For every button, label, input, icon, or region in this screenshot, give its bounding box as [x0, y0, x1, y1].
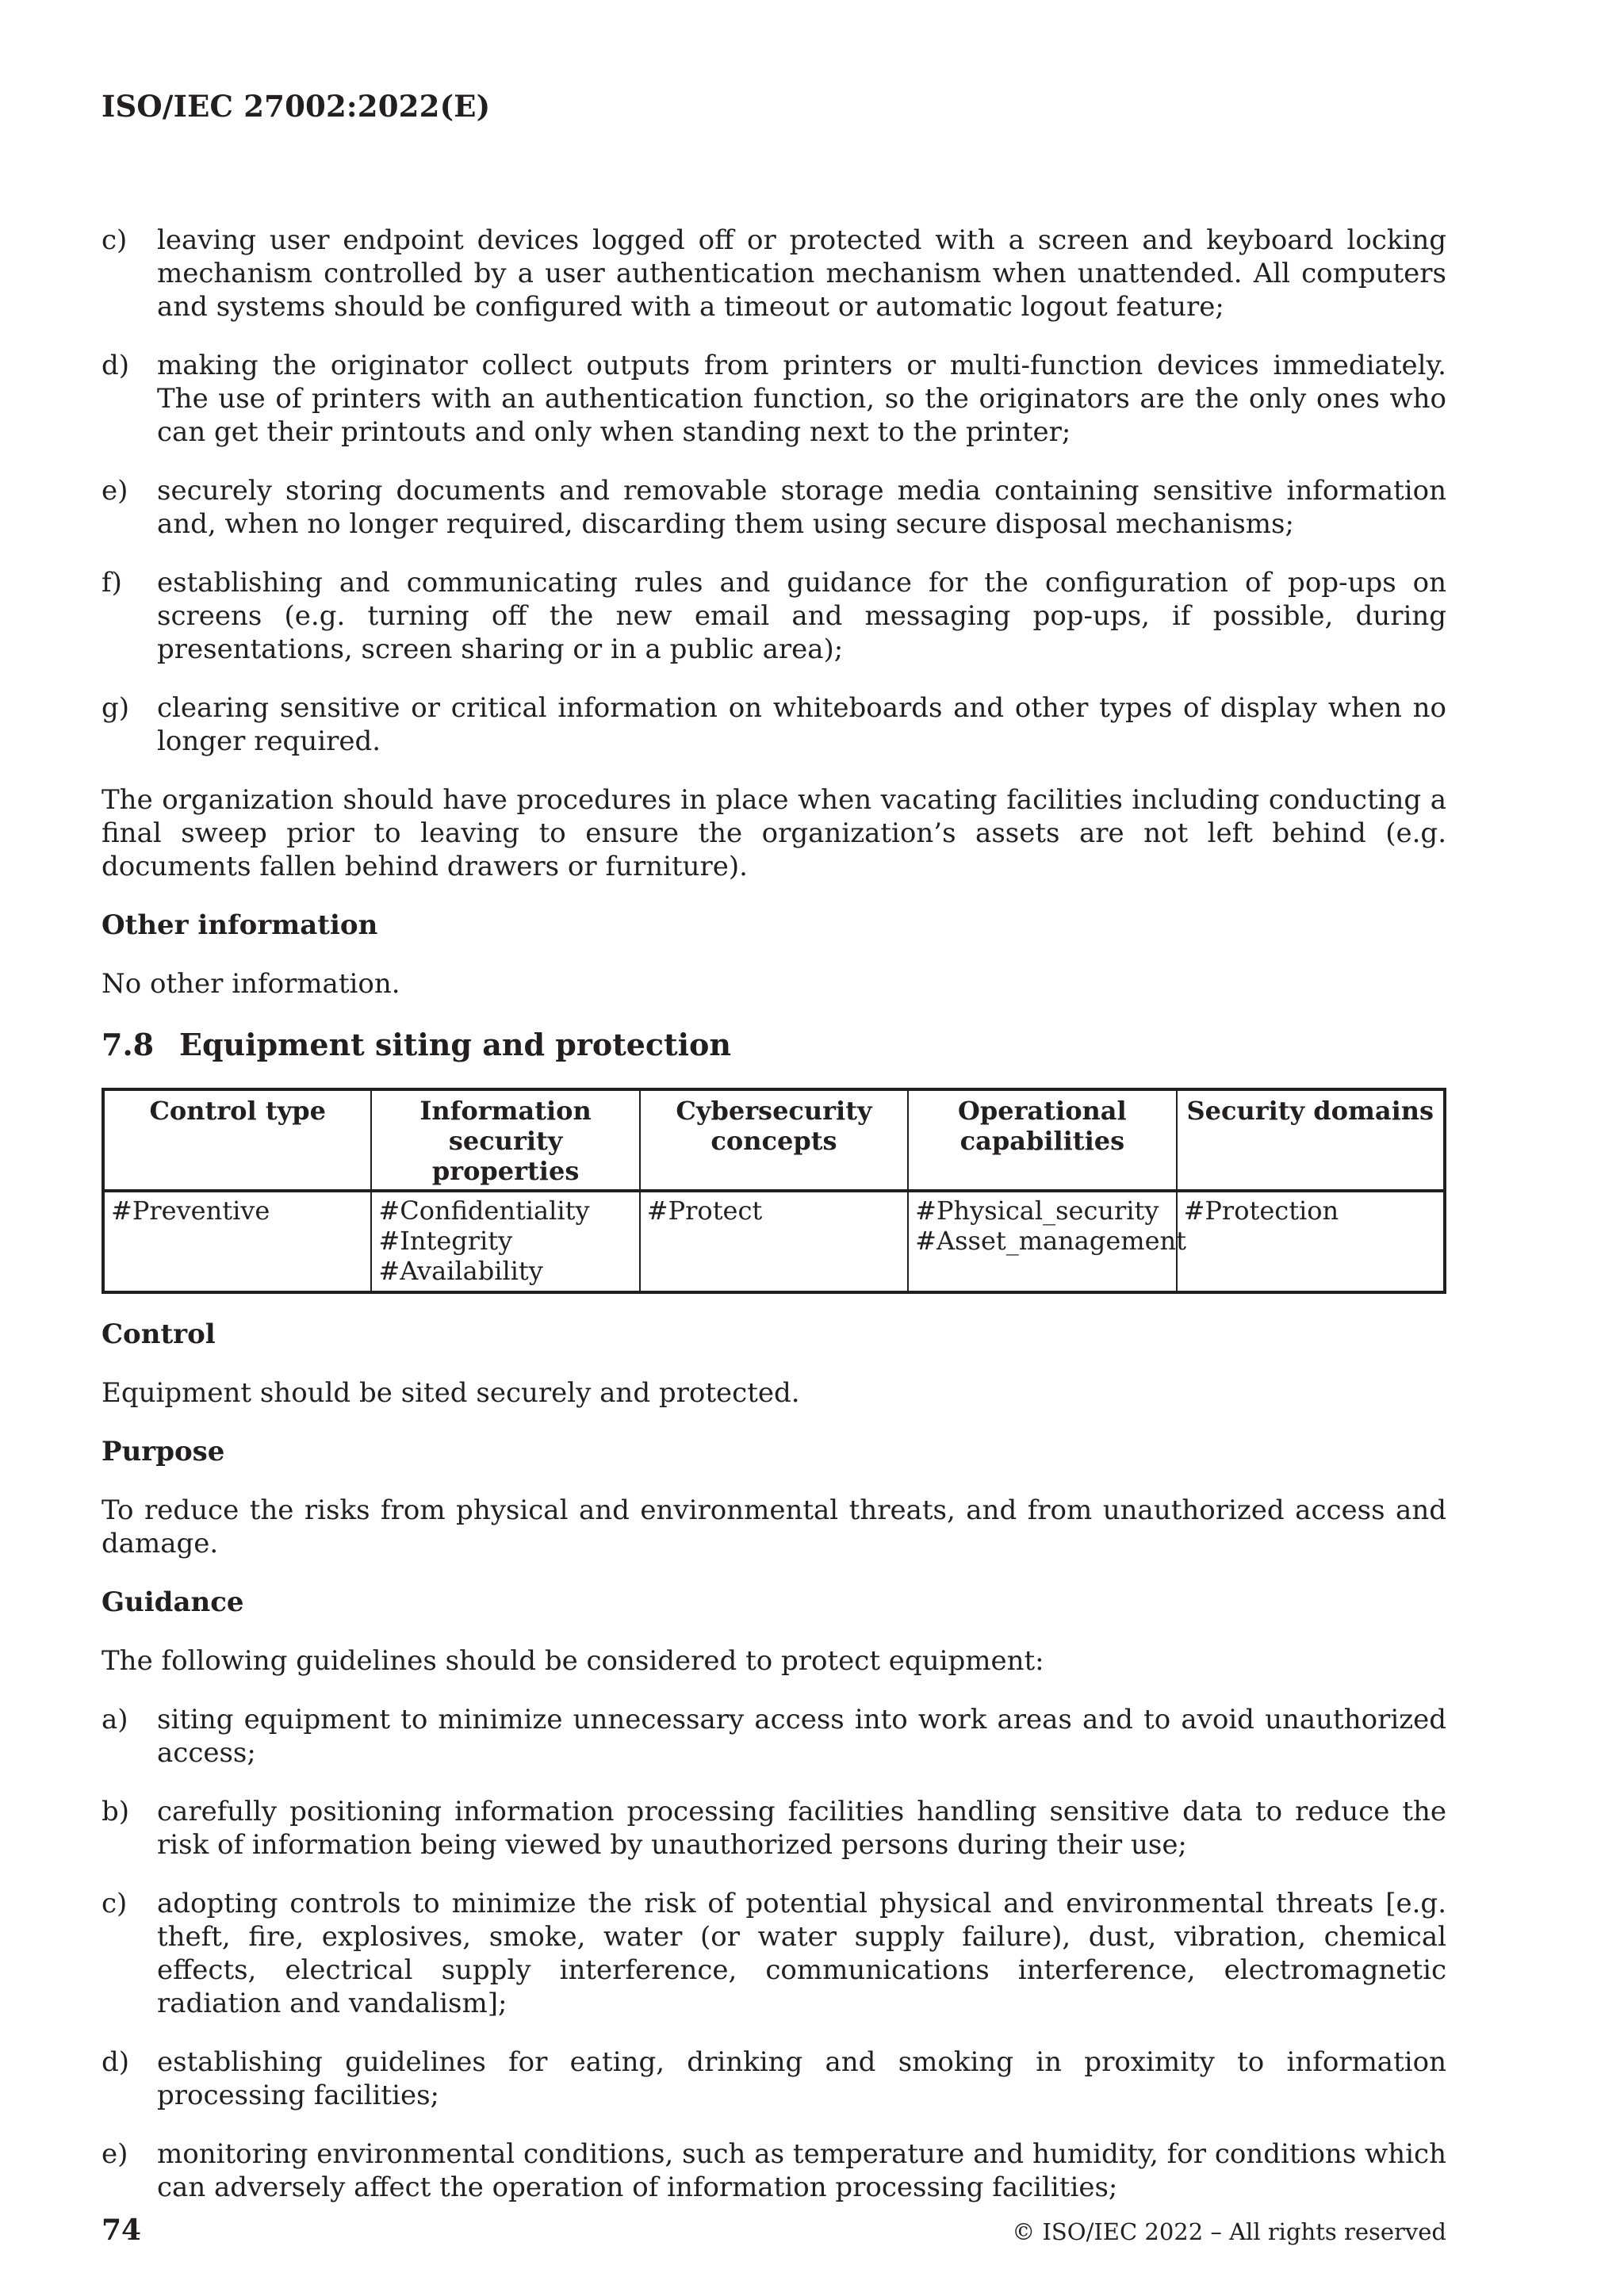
other-information-text: No other information. — [102, 968, 400, 1000]
other-information-heading: Other information — [102, 909, 378, 941]
list-item-text: siting equipment to minimize unnecessary access into work areas and to avoid unauthorized access; — [157, 1704, 1446, 1769]
guidance-list — [102, 1703, 1446, 2204]
list-item-text: adopting controls to minimize the risk of potential physical and environmental threats [e.g. theft, fire, explosives, smoke, water (or water supply failure), dust, vibration, chemical effects, electrical supply interference, communications interference, electromagnetic radiation and vandalism]; — [157, 1888, 1446, 2019]
page-footer — [102, 2214, 1446, 2247]
list-item — [102, 2045, 1446, 2112]
list-item — [102, 566, 1446, 666]
top-list — [102, 224, 1446, 758]
list-item-text: clearing sensitive or critical information on whiteboards and other types of display when no longer required. — [157, 692, 1446, 757]
header-control-type: Control type — [103, 1089, 371, 1191]
list-item — [102, 2137, 1446, 2204]
list-item-text: securely storing documents and removable storage media containing sensitive information and, when no longer required, discarding them using secure disposal mechanisms; — [157, 475, 1446, 540]
guidance-heading: Guidance — [102, 1586, 244, 1618]
page-content — [102, 224, 1446, 2229]
list-marker: c) — [102, 1888, 128, 1919]
list-item — [102, 1887, 1446, 2020]
purpose-heading: Purpose — [102, 1436, 225, 1468]
cell-control-type: #Preventive — [103, 1191, 371, 1292]
list-item — [102, 474, 1446, 541]
table-row — [103, 1191, 1445, 1292]
document-header-title: ISO/IEC 27002:2022(E) — [102, 89, 491, 124]
copyright-notice: © ISO/IEC 2022 – All rights reserved — [1012, 2218, 1446, 2245]
list-item — [102, 349, 1446, 449]
header-security-domains: Security domains — [1177, 1089, 1445, 1191]
cell-operational-capabilities: #Physical_security #Asset_management — [908, 1191, 1176, 1292]
list-marker: g) — [102, 692, 130, 724]
control-text: Equipment should be sited securely and protected. — [102, 1377, 800, 1409]
list-item-text: carefully positioning information processing facilities handling sensitive data to reduce the risk of information being viewed by unauthorized persons during their use; — [157, 1796, 1446, 1861]
header-operational-capabilities: Operational capabilities — [908, 1089, 1176, 1191]
list-item — [102, 691, 1446, 758]
list-marker: a) — [102, 1704, 128, 1735]
table-header-row — [103, 1089, 1445, 1191]
vacating-paragraph: The organization should have procedures in place when vacating facilities including conducting a final sweep prior to leaving to ensure the organization’s assets are not left behind (e.g. documents fallen behind drawers or furniture). — [102, 784, 1446, 882]
page-number: 74 — [102, 2214, 142, 2247]
list-item — [102, 224, 1446, 323]
list-item — [102, 1703, 1446, 1770]
list-item — [102, 1795, 1446, 1862]
list-item-text: establishing guidelines for eating, drinking and smoking in proximity to information processing facilities; — [157, 2046, 1446, 2111]
purpose-text: To reduce the risks from physical and environmental threats, and from unauthorized access and damage. — [102, 1494, 1446, 1559]
cell-information-security-properties: #Confidentiality #Integrity #Availability — [371, 1191, 639, 1292]
list-marker: f) — [102, 567, 122, 599]
list-marker: d) — [102, 2046, 130, 2078]
attribute-table — [102, 1088, 1446, 1294]
list-marker: c) — [102, 224, 128, 256]
list-item-text: establishing and communicating rules and guidance for the configuration of pop-ups on screens (e.g. turning off the new email and messaging pop-ups, if possible, during presentations, screen sharing or in a public area); — [157, 567, 1446, 665]
header-cybersecurity-concepts: Cybersecurity concepts — [640, 1089, 908, 1191]
cell-security-domains: #Protection — [1177, 1191, 1445, 1292]
control-heading: Control — [102, 1318, 216, 1350]
list-item-text: making the originator collect outputs from printers or multi-function devices immediately. The use of printers with an authentication function, so the originators are the only ones who can get their printouts and only when standing next to the printer; — [157, 350, 1446, 448]
list-marker: e) — [102, 475, 128, 507]
list-marker: d) — [102, 350, 130, 381]
header-information-security-properties: Information security properties — [371, 1089, 639, 1191]
section-title: Equipment siting and protection — [179, 1027, 732, 1062]
list-marker: e) — [102, 2138, 128, 2170]
list-item-text: leaving user endpoint devices logged off or protected with a screen and keyboard locking mechanism controlled by a user authentication mechanism when unattended. All computers and systems should be configured with a timeout or automatic logout feature; — [157, 224, 1446, 323]
list-marker: b) — [102, 1796, 130, 1827]
list-item-text: monitoring environmental conditions, such as temperature and humidity, for conditions which can adversely affect the operation of information processing facilities; — [157, 2138, 1446, 2203]
section-number: 7.8 — [102, 1027, 155, 1062]
guidance-intro: The following guidelines should be considered to protect equipment: — [102, 1645, 1044, 1677]
cell-cybersecurity-concepts: #Protect — [640, 1191, 908, 1292]
section-heading — [102, 1026, 1446, 1064]
